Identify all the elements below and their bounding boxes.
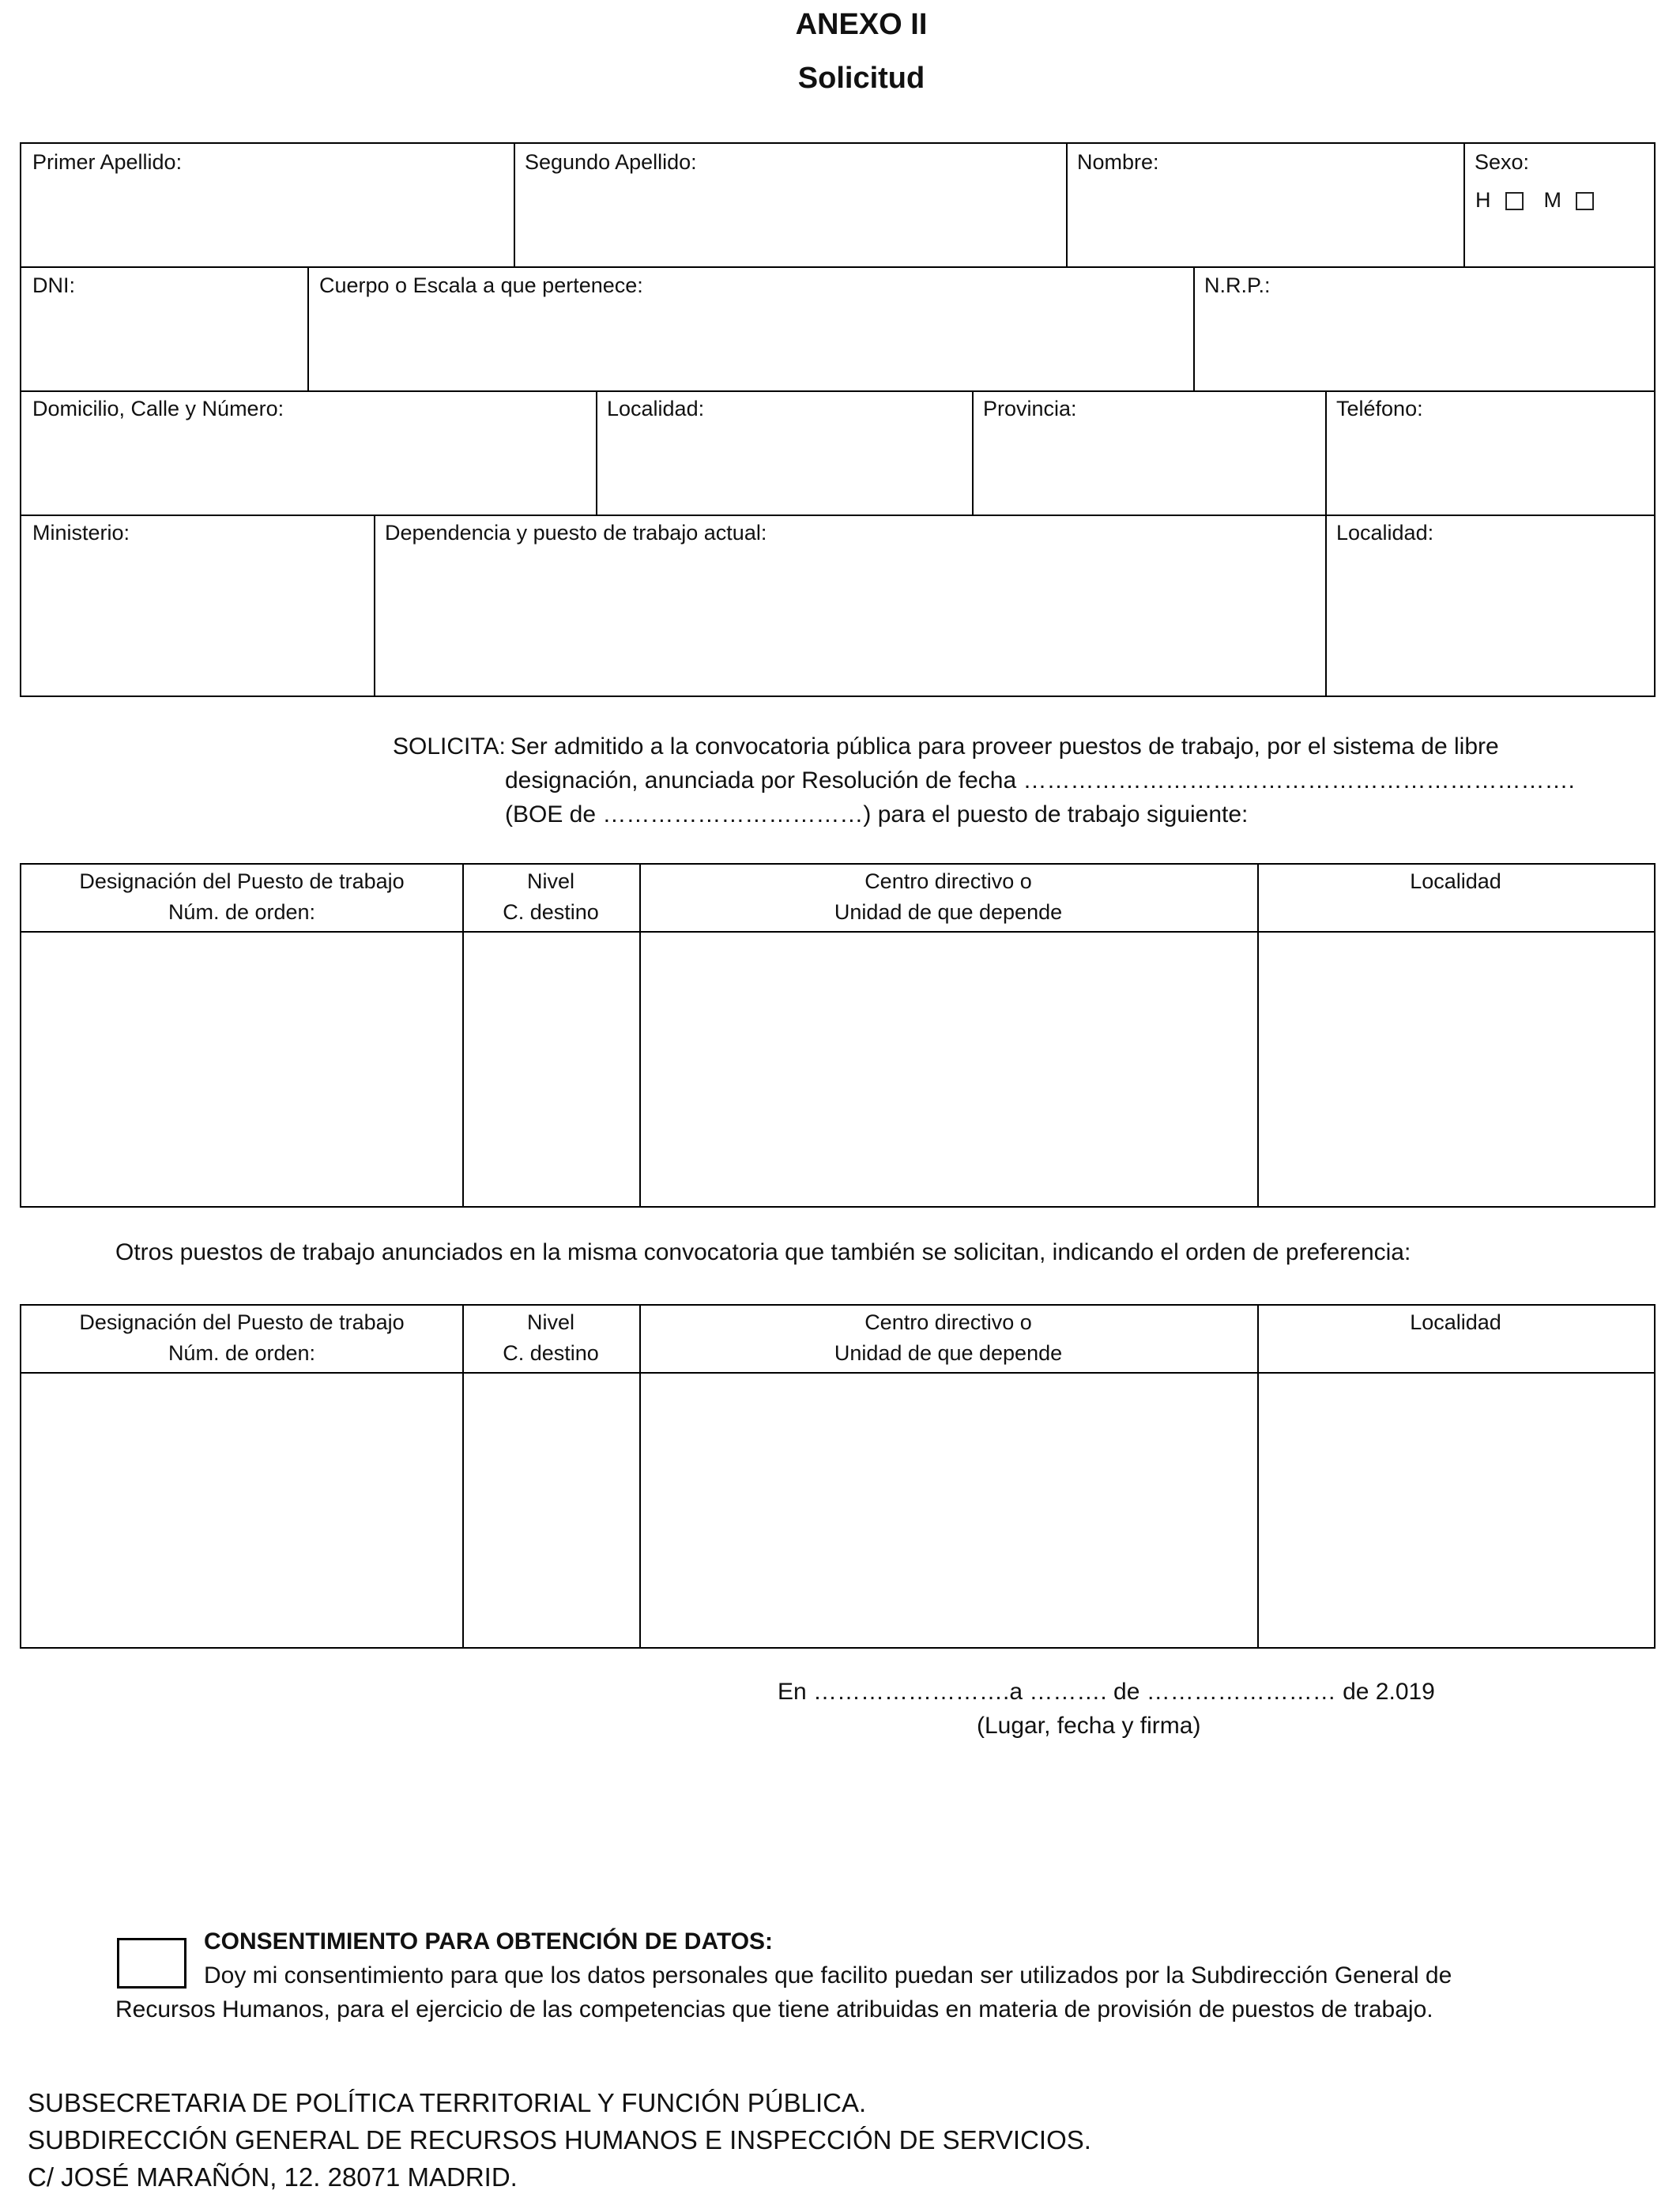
col-header-centro — [639, 1307, 1257, 1369]
grid-col-divider — [514, 144, 515, 266]
puesto-table — [20, 863, 1656, 1208]
col-header-centro-line2: Unidad de que depende — [834, 1341, 1063, 1365]
footer-line-1: SUBSECRETARIA DE POLÍTICA TERRITORIAL Y FUNCIÓN PÚBLICA. — [28, 2088, 867, 2117]
page-subtitle: Solicitud — [797, 62, 925, 95]
footer-line-2: SUBDIRECCIÓN GENERAL DE RECURSOS HUMANOS E INSPECCIÓN DE SERVICIOS. — [28, 2125, 1091, 2154]
otros-puestos-table — [20, 1304, 1656, 1649]
localidad-actual-field[interactable]: Localidad: — [1336, 521, 1434, 545]
consent-title: CONSENTIMIENTO PARA OBTENCIÓN DE DATOS: — [204, 1928, 774, 1955]
col-header-localidad: Localidad — [1410, 1310, 1501, 1334]
grid-col-divider — [1325, 390, 1327, 515]
sexo-h-checkbox[interactable] — [1505, 192, 1524, 210]
table-col-divider — [1257, 1306, 1259, 1647]
grid-row-divider — [21, 515, 1654, 516]
grid-col-divider — [1193, 266, 1195, 390]
col-header-nivel-line2: C. destino — [503, 900, 599, 924]
grid-col-divider — [596, 390, 597, 515]
grid-col-divider — [972, 390, 974, 515]
localidad-field[interactable]: Localidad: — [607, 397, 705, 420]
solicita-line-2: designación, anunciada por Resolución de fecha ……………………………………………………………. — [505, 767, 1575, 794]
dependencia-field[interactable]: Dependencia y puesto de trabajo actual: — [385, 521, 767, 545]
col-header-designacion-line1: Designación del Puesto de trabajo — [79, 1310, 405, 1334]
segundo-apellido-field[interactable]: Segundo Apellido: — [525, 150, 697, 174]
sexo-h-label: H — [1475, 188, 1491, 212]
primer-apellido-field[interactable]: Primer Apellido: — [32, 150, 183, 174]
grid-row-divider — [21, 390, 1654, 392]
signature-line: En …………………….a ………. de …………………… de 2.019 — [778, 1679, 1435, 1705]
table-header-divider — [21, 931, 1654, 933]
sexo-label: Sexo: — [1475, 150, 1530, 174]
col-header-centro — [639, 866, 1257, 928]
grid-col-divider — [1066, 144, 1068, 266]
table-header-divider — [21, 1372, 1654, 1374]
col-header-designacion — [21, 866, 462, 928]
grid-col-divider — [1325, 515, 1327, 696]
table-col-divider — [1257, 865, 1259, 1206]
col-header-nivel — [462, 1307, 639, 1369]
col-header-designacion-line1: Designación del Puesto de trabajo — [79, 869, 405, 893]
col-header-centro-line1: Centro directivo o — [864, 869, 1032, 893]
grid-col-divider — [1463, 144, 1465, 266]
page-title: ANEXO II — [795, 8, 928, 41]
telefono-field[interactable]: Teléfono: — [1336, 397, 1423, 420]
col-header-nivel-line1: Nivel — [526, 1310, 574, 1334]
signature-caption: (Lugar, fecha y firma) — [977, 1713, 1201, 1739]
domicilio-field[interactable]: Domicilio, Calle y Número: — [32, 397, 284, 420]
solicita-line-1: Ser admitido a la convocatoria pública para proveer puestos de trabajo, por el sistema de libre — [510, 733, 1499, 760]
col-header-nivel-line1: Nivel — [526, 869, 574, 893]
footer-line-3: C/ JOSÉ MARAÑÓN, 12. 28071 MADRID. — [28, 2162, 518, 2192]
consent-checkbox[interactable] — [117, 1938, 186, 1989]
grid-col-divider — [374, 515, 375, 696]
solicita-line-3: (BOE de ……………………………) para el puesto de trabajo siguiente: — [505, 801, 1249, 827]
provincia-field[interactable]: Provincia: — [983, 397, 1077, 420]
col-header-designacion — [21, 1307, 462, 1369]
col-header-localidad: Localidad — [1410, 869, 1501, 893]
solicita-label: SOLICITA: — [393, 733, 506, 760]
sexo-options — [1475, 188, 1594, 213]
col-header-designacion-line2: Núm. de orden: — [168, 1341, 316, 1365]
otros-puestos-text: Otros puestos de trabajo anunciados en la misma convocatoria que también se solicitan, indicando el orden de preferencia: — [115, 1239, 1411, 1265]
consent-line-1: Doy mi consentimiento para que los datos personales que facilito puedan ser utilizados por la Subdirección General de — [204, 1962, 1452, 1989]
sexo-m-checkbox[interactable] — [1576, 192, 1594, 210]
ministerio-field[interactable]: Ministerio: — [32, 521, 130, 545]
nombre-field[interactable]: Nombre: — [1077, 150, 1159, 174]
sexo-m-label: M — [1543, 188, 1561, 212]
col-header-centro-line2: Unidad de que depende — [834, 900, 1063, 924]
col-header-nivel — [462, 866, 639, 928]
consent-line-2: Recursos Humanos, para el ejercicio de las competencias que tiene atribuidas en materia de provisión de puestos de trabajo. — [115, 1996, 1433, 2022]
nrp-field[interactable]: N.R.P.: — [1204, 273, 1271, 297]
personal-data-grid — [20, 142, 1656, 697]
col-header-designacion-line2: Núm. de orden: — [168, 900, 316, 924]
grid-col-divider — [307, 266, 309, 390]
col-header-nivel-line2: C. destino — [503, 1341, 599, 1365]
dni-field[interactable]: DNI: — [32, 273, 75, 297]
col-header-centro-line1: Centro directivo o — [864, 1310, 1032, 1334]
cuerpo-field[interactable]: Cuerpo o Escala a que pertenece: — [319, 273, 643, 297]
grid-row-divider — [21, 266, 1654, 268]
